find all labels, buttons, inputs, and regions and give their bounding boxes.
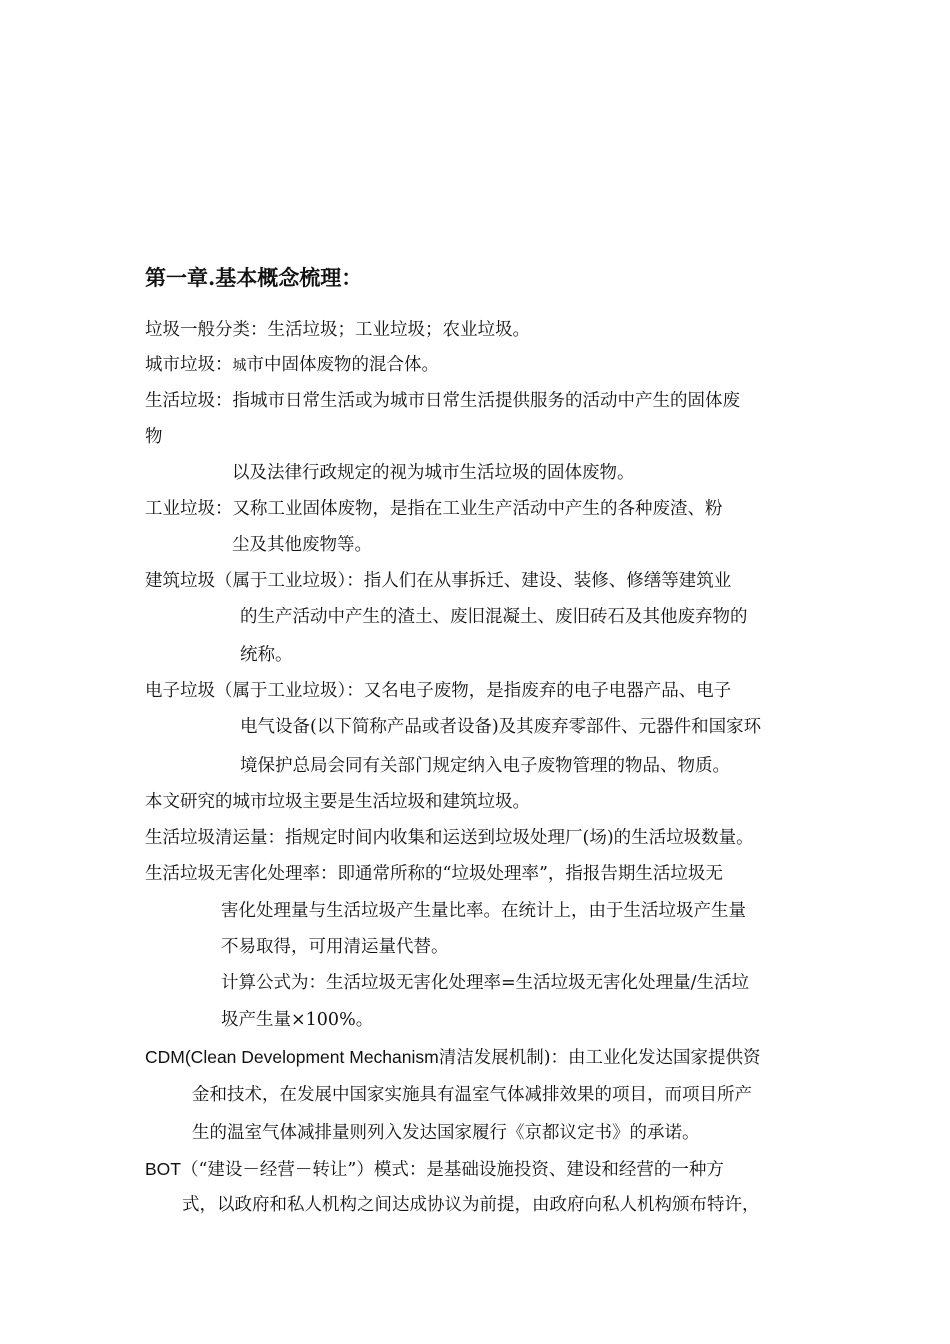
paragraph-line: 不易取得，可用清运量代替。 — [221, 937, 449, 957]
paragraph-line: 建筑垃圾（属于工业垃圾）：指人们在从事拆迁、建设、装修、修缮等建筑业 — [145, 571, 732, 591]
paragraph-line: 害化处理量与生活垃圾产生量比率。在统计上，由于生活垃圾产生量 — [221, 901, 746, 921]
paragraph-line: 电子垃圾（属于工业垃圾）：又名电子废物，是指废弃的电子电器产品、电子 — [145, 681, 732, 701]
paragraph-line: 电气设备(以下简称产品或者设备)及其废弃零部件、元器件和国家环 — [240, 717, 762, 737]
line-segment: 城市垃圾： — [145, 355, 233, 375]
line-segment: 清洁发展机制)：由工业化发达国家提供资 — [438, 1048, 761, 1068]
line-segment: 市中固体废物的混合体。 — [246, 355, 439, 375]
line-segment: BOT — [145, 1159, 181, 1179]
line-segment: CDM(Clean Development Mechanism — [145, 1047, 439, 1067]
paragraph-line: 本文研究的城市垃圾主要是生活垃圾和建筑垃圾。 — [145, 792, 530, 812]
paragraph-line: 的生产活动中产生的渣土、废旧混凝土、废旧砖石及其他废弃物的 — [240, 607, 748, 627]
paragraph-line: 生活垃圾清运量：指规定时间内收集和运送到垃圾处理厂(场)的生活垃圾数量。 — [145, 828, 754, 848]
paragraph-line — [145, 353, 439, 378]
paragraph-line: 统称。 — [240, 645, 293, 665]
paragraph-line — [145, 1045, 761, 1070]
paragraph-line: 尘及其他废物等。 — [232, 535, 372, 555]
paragraph-line — [145, 1157, 724, 1182]
paragraph-line: 物 — [145, 427, 163, 447]
paragraph-line: 生活垃圾无害化处理率：即通常所称的“垃圾处理率”，指报告期生活垃圾无 — [145, 864, 723, 884]
paragraph-line: 式，以政府和私人机构之间达成协议为前提，由政府向私人机构颁布特许， — [182, 1195, 760, 1215]
line-segment: （“建设－经营－转让”）模式：是基础设施投资、建设和经营的一种方 — [180, 1160, 724, 1180]
paragraph-line: 生活垃圾：指城市日常生活或为城市日常生活提供服务的活动中产生的固体废 — [145, 391, 740, 411]
paragraph-line: 工业垃圾：又称工业固体废物，是指在工业生产活动中产生的各种废渣、粉 — [145, 499, 723, 519]
paragraph-line: 垃圾一般分类：生活垃圾；工业垃圾；农业垃圾。 — [145, 320, 530, 340]
line-segment: 城 — [232, 358, 247, 374]
paragraph-line: 以及法律行政规定的视为城市生活垃圾的固体废物。 — [232, 463, 635, 483]
paragraph-line: 计算公式为：生活垃圾无害化处理率=生活垃圾无害化处理量/生活垃 — [221, 973, 750, 993]
paragraph-line: 境保护总局会同有关部门规定纳入电子废物管理的物品、物质。 — [240, 756, 730, 776]
paragraph-line: 金和技术，在发展中国家实施具有温室气体减排效果的项目，而项目所产 — [192, 1085, 752, 1105]
paragraph-line: 圾产生量×100%。 — [221, 1010, 374, 1030]
paragraph-line: 生的温室气体减排量则列入发达国家履行《京都议定书》的承诺。 — [192, 1123, 700, 1143]
chapter-title: 第一章.基本概念梳理： — [145, 265, 363, 290]
